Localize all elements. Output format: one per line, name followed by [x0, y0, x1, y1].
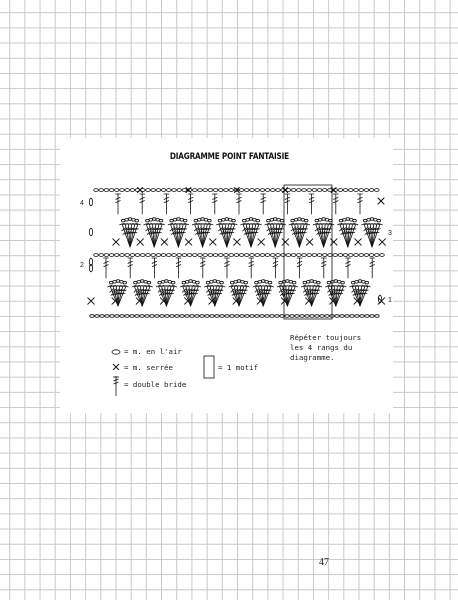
chain-stitch	[304, 219, 308, 222]
chain-stitch	[239, 189, 244, 192]
foundation-chain	[165, 315, 169, 318]
note-line: Répéter toujours	[290, 333, 362, 342]
foundation-chain	[230, 315, 234, 318]
chain-stitch	[120, 189, 125, 192]
foundation-chain	[160, 315, 164, 318]
foundation-chain	[135, 315, 139, 318]
foundation-chain	[270, 315, 274, 318]
double-treble-stitch	[370, 258, 375, 278]
row-label-1: 1	[388, 297, 392, 304]
double-treble-stitch	[152, 258, 157, 278]
foundation-chain	[340, 315, 344, 318]
single-crochet-icon	[113, 364, 119, 370]
chain-stitch	[219, 189, 224, 192]
repeat-note	[290, 333, 361, 363]
row-label-2: 2	[80, 262, 84, 269]
chain-stitch	[104, 254, 109, 257]
chain-stitch	[343, 254, 348, 257]
chain-stitch	[260, 254, 265, 257]
chain-stitch	[291, 189, 296, 192]
chain-stitch	[364, 189, 369, 192]
chain-stitch	[349, 189, 354, 192]
chain-stitch	[109, 189, 114, 192]
double-treble-stitch	[273, 258, 278, 278]
chain-stitch	[146, 189, 151, 192]
foundation-chain	[90, 315, 94, 318]
chain-stitch	[182, 189, 187, 192]
single-crochet-stitch	[258, 239, 264, 245]
chain-stitch	[203, 254, 208, 257]
chain-stitch	[161, 189, 166, 192]
chain-stitch	[146, 254, 151, 257]
double-treble-stitch	[212, 194, 217, 214]
chain-stitch	[333, 254, 338, 257]
chain-stitch	[317, 189, 322, 192]
double-treble-stitch	[309, 194, 314, 214]
single-crochet-stitch	[355, 239, 361, 245]
chain-stitch	[120, 254, 125, 257]
foundation-chain	[100, 315, 104, 318]
chain-stitch	[213, 254, 218, 257]
foundation-chain	[145, 315, 149, 318]
chain-stitch	[359, 189, 364, 192]
foundation-chain	[110, 315, 114, 318]
foundation-chain	[355, 315, 359, 318]
single-crochet-stitch	[283, 188, 288, 193]
chain-stitch	[123, 281, 127, 284]
single-crochet-stitch	[88, 298, 94, 304]
chain-stitch	[115, 189, 120, 192]
foundation-chain	[285, 315, 289, 318]
legend-single-label: = m. serrée	[124, 363, 173, 372]
chain-stitch	[364, 254, 369, 257]
double-treble-stitch	[225, 258, 230, 278]
chain-stitch	[307, 254, 312, 257]
foundation-chain	[360, 315, 364, 318]
chain-stitch	[276, 254, 281, 257]
chain-stitch	[208, 189, 213, 192]
chain-stitch	[219, 254, 224, 257]
double-treble-stitch	[358, 194, 363, 214]
chain-stitch	[99, 189, 104, 192]
chain-stitch	[250, 189, 255, 192]
chain-stitch	[239, 254, 244, 257]
chain-stitch	[104, 189, 109, 192]
foundation-chain	[345, 315, 349, 318]
foundation-chain	[195, 315, 199, 318]
chain-stitch	[307, 189, 312, 192]
chain-stitch	[341, 281, 345, 284]
single-crochet-stitch	[185, 239, 191, 245]
double-treble-stitch	[249, 258, 254, 278]
chain-stitch	[297, 254, 302, 257]
chain-stitch	[338, 254, 343, 257]
chain-stitch	[208, 254, 213, 257]
chain-stitch	[177, 189, 182, 192]
chain-stitch	[130, 189, 135, 192]
chain-stitch	[183, 219, 187, 222]
chain-stitch	[268, 281, 272, 284]
single-crochet-stitch	[379, 239, 385, 245]
foundation-chain	[325, 315, 329, 318]
chain-stitch	[317, 254, 322, 257]
chain-stitch	[141, 254, 146, 257]
legend-chain-label: = m. en l'air	[124, 347, 182, 356]
foundation-chain	[175, 315, 179, 318]
chain-stitch	[255, 254, 260, 257]
chain-stitch	[281, 254, 286, 257]
double-treble-stitch	[164, 194, 169, 214]
chain-stitch	[224, 254, 229, 257]
foundation-chain	[265, 315, 269, 318]
diagram-title: DIAGRAMME POINT FANTAISIE	[169, 152, 290, 162]
chain-stitch	[187, 254, 192, 257]
motif-repeat-box	[284, 185, 332, 319]
chain-stitch	[354, 189, 359, 192]
foundation-chain	[370, 315, 374, 318]
stitch-chart	[88, 188, 386, 318]
chain-stitch	[198, 254, 203, 257]
foundation-chain	[130, 315, 134, 318]
chain-stitch	[260, 189, 265, 192]
note-line: les 4 rangs du	[290, 343, 353, 352]
chain-stitch	[271, 189, 276, 192]
chain-stitch	[312, 189, 317, 192]
chain-stitch	[292, 281, 296, 284]
chain-stitch	[130, 254, 135, 257]
foundation-chain	[185, 315, 189, 318]
foundation-chain	[155, 315, 159, 318]
turning-chain	[89, 198, 92, 206]
foundation-chain	[310, 315, 314, 318]
foundation-chain	[260, 315, 264, 318]
chain-stitch	[354, 254, 359, 257]
note-line: diagramme.	[290, 353, 335, 362]
chain-stitch	[213, 189, 218, 192]
chain-stitch	[196, 281, 200, 284]
foundation-chain	[280, 315, 284, 318]
foundation-chain	[335, 315, 339, 318]
chain-stitch	[135, 254, 140, 257]
chain-stitch	[250, 254, 255, 257]
chain-stitch	[167, 189, 172, 192]
foundation-chain	[250, 315, 254, 318]
foundation-chain	[315, 315, 319, 318]
chain-stitch	[109, 254, 114, 257]
chain-stitch	[323, 189, 328, 192]
legend-double-treble-label: = double bride	[124, 380, 187, 389]
chain-stitch	[380, 254, 385, 257]
chain-stitch	[224, 189, 229, 192]
foundation-chain	[220, 315, 224, 318]
chain-stitch	[323, 254, 328, 257]
double-treble-stitch	[104, 258, 109, 278]
row-label-3: 3	[388, 230, 392, 237]
chain-stitch	[182, 254, 187, 257]
chain-stitch	[291, 254, 296, 257]
foundation-chain	[115, 315, 119, 318]
foundation-chain	[190, 315, 194, 318]
single-crochet-stitch	[306, 239, 312, 245]
chain-stitch	[135, 219, 139, 222]
chain-stitch	[265, 189, 270, 192]
double-treble-stitch	[140, 194, 145, 214]
single-crochet-stitch	[161, 239, 167, 245]
foundation-chain	[210, 315, 214, 318]
chain-stitch	[256, 219, 260, 222]
double-treble-stitch	[285, 194, 290, 214]
foundation-chain	[205, 315, 209, 318]
turning-chain	[89, 228, 92, 236]
row-label-4: 4	[80, 200, 84, 207]
single-crochet-stitch	[137, 239, 143, 245]
foundation-chain	[120, 315, 124, 318]
chain-stitch	[167, 254, 172, 257]
chain-stitch	[99, 254, 104, 257]
foundation-chain	[235, 315, 239, 318]
chain-stitch	[302, 254, 307, 257]
chain-stitch	[156, 254, 161, 257]
chain-stitch	[297, 189, 302, 192]
double-treble-stitch	[128, 258, 133, 278]
motif-icon	[204, 356, 214, 378]
chain-stitch	[338, 189, 343, 192]
double-treble-stitch	[188, 194, 193, 214]
chain-stitch	[151, 254, 156, 257]
single-crochet-stitch	[234, 239, 240, 245]
foundation-chain	[350, 315, 354, 318]
chain-stitch	[172, 189, 177, 192]
chain-stitch	[177, 254, 182, 257]
chain-stitch	[317, 281, 321, 284]
chain-stitch	[193, 254, 198, 257]
chain-stitch	[159, 219, 163, 222]
chain-stitch	[280, 219, 284, 222]
chain-stitch	[343, 189, 348, 192]
double-treble-stitch	[261, 194, 266, 214]
foundation-chain	[225, 315, 229, 318]
chain-stitch	[193, 189, 198, 192]
single-crochet-stitch	[331, 239, 337, 245]
double-treble-stitch	[200, 258, 205, 278]
foundation-chain	[365, 315, 369, 318]
turning-chain	[89, 264, 92, 272]
single-crochet-stitch	[378, 198, 384, 204]
foundation-chain	[275, 315, 279, 318]
chain-stitch	[377, 219, 381, 222]
chain-stitch	[359, 254, 364, 257]
foundation-chain	[245, 315, 249, 318]
double-treble-stitch	[176, 258, 181, 278]
chain-stitch	[115, 254, 120, 257]
chain-stitch	[172, 254, 177, 257]
chain-stitch	[232, 219, 236, 222]
chain-stitch	[125, 254, 130, 257]
foundation-chain	[255, 315, 259, 318]
chain-stitch	[94, 189, 99, 192]
chain-stitch	[369, 254, 374, 257]
foundation-chain	[300, 315, 304, 318]
chain-stitch	[271, 254, 276, 257]
chain-stitch	[286, 254, 291, 257]
foundation-chain	[290, 315, 294, 318]
chain-stitch	[161, 254, 166, 257]
double-treble-stitch	[237, 194, 242, 214]
double-treble-stitch	[346, 258, 351, 278]
legend-motif-label: = 1 motif	[218, 363, 259, 372]
single-crochet-stitch	[138, 188, 143, 193]
chain-stitch	[312, 254, 317, 257]
single-crochet-stitch	[113, 239, 119, 245]
chain-stitch	[156, 189, 161, 192]
double-treble-stitch	[116, 194, 121, 214]
chain-stitch	[276, 189, 281, 192]
foundation-chain	[200, 315, 204, 318]
foundation-chain	[125, 315, 129, 318]
chain-stitch	[208, 219, 212, 222]
page-number: 47	[319, 557, 329, 568]
chain-stitch	[265, 254, 270, 257]
foundation-chain	[305, 315, 309, 318]
chain-stitch	[245, 254, 250, 257]
foundation-chain	[215, 315, 219, 318]
foundation-chain	[320, 315, 324, 318]
chain-stitch	[171, 281, 175, 284]
foundation-chain	[375, 315, 379, 318]
foundation-chain	[295, 315, 299, 318]
single-crochet-stitch	[282, 239, 288, 245]
chain-stitch-icon	[112, 350, 120, 354]
chain-stitch	[234, 254, 239, 257]
chain-stitch	[94, 254, 99, 257]
chain-stitch	[203, 189, 208, 192]
chain-stitch	[198, 189, 203, 192]
chain-stitch	[365, 281, 369, 284]
foundation-chain	[105, 315, 109, 318]
double-treble-stitch	[297, 258, 302, 278]
foundation-chain	[95, 315, 99, 318]
double-treble-stitch	[333, 194, 338, 214]
chain-stitch	[353, 219, 357, 222]
chain-stitch	[302, 189, 307, 192]
chain-stitch	[375, 254, 380, 257]
chain-stitch	[255, 189, 260, 192]
chain-stitch	[229, 254, 234, 257]
chain-stitch	[375, 189, 380, 192]
single-crochet-stitch	[210, 239, 216, 245]
double-treble-stitch	[321, 258, 326, 278]
chain-stitch	[229, 189, 234, 192]
chain-stitch	[244, 281, 248, 284]
chain-stitch	[369, 189, 374, 192]
foundation-chain	[140, 315, 144, 318]
foundation-chain	[180, 315, 184, 318]
chain-stitch	[125, 189, 130, 192]
foundation-chain	[150, 315, 154, 318]
chain-stitch	[151, 189, 156, 192]
chain-stitch	[349, 254, 354, 257]
chain-stitch	[245, 189, 250, 192]
chain-stitch	[220, 281, 224, 284]
foundation-chain	[240, 315, 244, 318]
foundation-chain	[170, 315, 174, 318]
chain-stitch	[147, 281, 151, 284]
double-treble-icon	[113, 376, 119, 396]
